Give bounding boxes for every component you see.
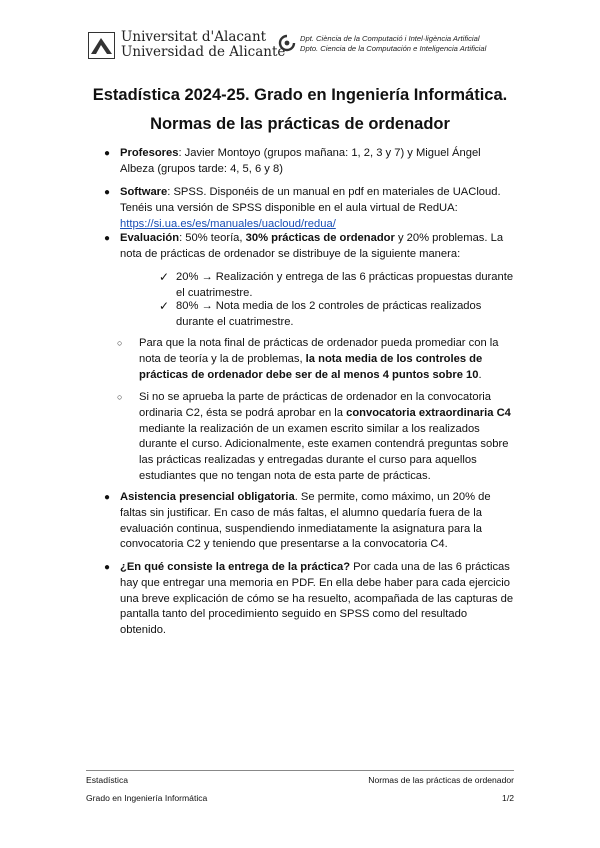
redua-manual-link[interactable]: https://si.ua.es/es/manuales/uacloud/redua/ <box>120 217 336 230</box>
bullet-icon: ● <box>104 187 111 198</box>
footer-course: Estadística <box>86 775 129 785</box>
list-item-asistencia: ● Asistencia presencial obligatoria. Se permite, como máximo, un 20% de faltas sin justificar. En caso de más faltas, el alumno quedaría fuera de la evaluación continua, suspendiendo inmediatamente la asignatura para la convocatoria C2 y teniendo que presentarse a la convocatoria C4. <box>104 491 491 551</box>
footer-degree: Grado en Ingeniería Informática <box>86 793 208 803</box>
bullet-icon: ● <box>104 233 111 244</box>
bullet-icon: ● <box>104 562 111 573</box>
sub-item-convocatoria: ○ Si no se aprueba la parte de prácticas de ordenador en la convocatoria ordinaria C2, ésta se podrá aprobar en la convocatoria extraordinaria C4 mediante la realización de un examen escrito similar a los realizados durante el curso. Adicionalmente, este examen contendrá preguntas sobre las prácticas realizadas y entregadas durante el curso para aquellos estudiantes que no tengan nota de esta parte de prácticas. <box>117 391 511 482</box>
document-subtitle: Normas de las prácticas de ordenador <box>150 115 450 133</box>
footer-divider <box>86 770 514 771</box>
check-item-realizacion: ✓ 20% → Realización y entrega de las 6 prácticas propuestas durante el cuatrimestre. <box>159 270 514 299</box>
list-item-profesores: ● Profesores: Javier Montoyo (grupos mañana: 1, 2, 3 y 7) y Miguel Ángel Albeza (grupos tarde: 4, 5, 6 y 8) <box>104 147 481 175</box>
university-logo-icon <box>88 32 115 59</box>
page-header <box>88 30 520 66</box>
bullet-icon: ● <box>104 148 111 159</box>
check-item-controles: ✓ 80% → Nota media de los 2 controles de prácticas realizados durante el cuatrimestre. <box>159 299 482 328</box>
circle-bullet-icon: ○ <box>117 338 123 348</box>
checkmark-icon: ✓ <box>159 270 170 284</box>
department-logo-icon <box>278 34 296 52</box>
department-name: Dpt. Ciència de la Computació i Intel·ligència Artificial Dpto. Ciencia de la Computación e Inteligencia Artificial <box>300 34 487 53</box>
sub-item-promedio: ○ Para que la nota final de prácticas de ordenador pueda promediar con la nota de teoría y la de problemas, la nota media de los controles de prácticas de ordenador debe ser de al menos 4 puntos sobre 10. <box>117 337 499 381</box>
bullet-icon: ● <box>104 492 111 503</box>
document-title: Estadística 2024-25. Grado en Ingeniería Informática. <box>92 86 508 104</box>
list-item-software: ● Software: SPSS. Disponéis de un manual en pdf en materiales de UACloud. Tenéis una versión de SPSS disponible en el aula virtual de RedUA: https://si.ua.es/es/manuales/uacloud/redua/ <box>104 186 501 230</box>
footer-doc-title: Normas de las prácticas de ordenador <box>368 775 514 785</box>
list-item-entrega: ● ¿En qué consiste la entrega de la práctica? Por cada una de las 6 prácticas hay que entregar una memoria en PDF. En ella debe haber para cada ejercicio una breve explicación de cómo se ha resuelto, acompañada de las capturas de pantalla tanto del procedimiento seguido en SPSS como del resultado obtenido. <box>104 561 514 637</box>
university-name: Universitat d'Alacant Universidad de Alicante <box>121 29 286 60</box>
page-number: 1/2 <box>502 793 514 803</box>
checkmark-icon: ✓ <box>159 299 170 313</box>
circle-bullet-icon: ○ <box>117 392 123 402</box>
list-item-evaluacion: ● Evaluación: 50% teoría, 30% prácticas de ordenador y 20% problemas. La nota de prácticas de ordenador se distribuye de la siguiente manera: <box>104 232 504 260</box>
